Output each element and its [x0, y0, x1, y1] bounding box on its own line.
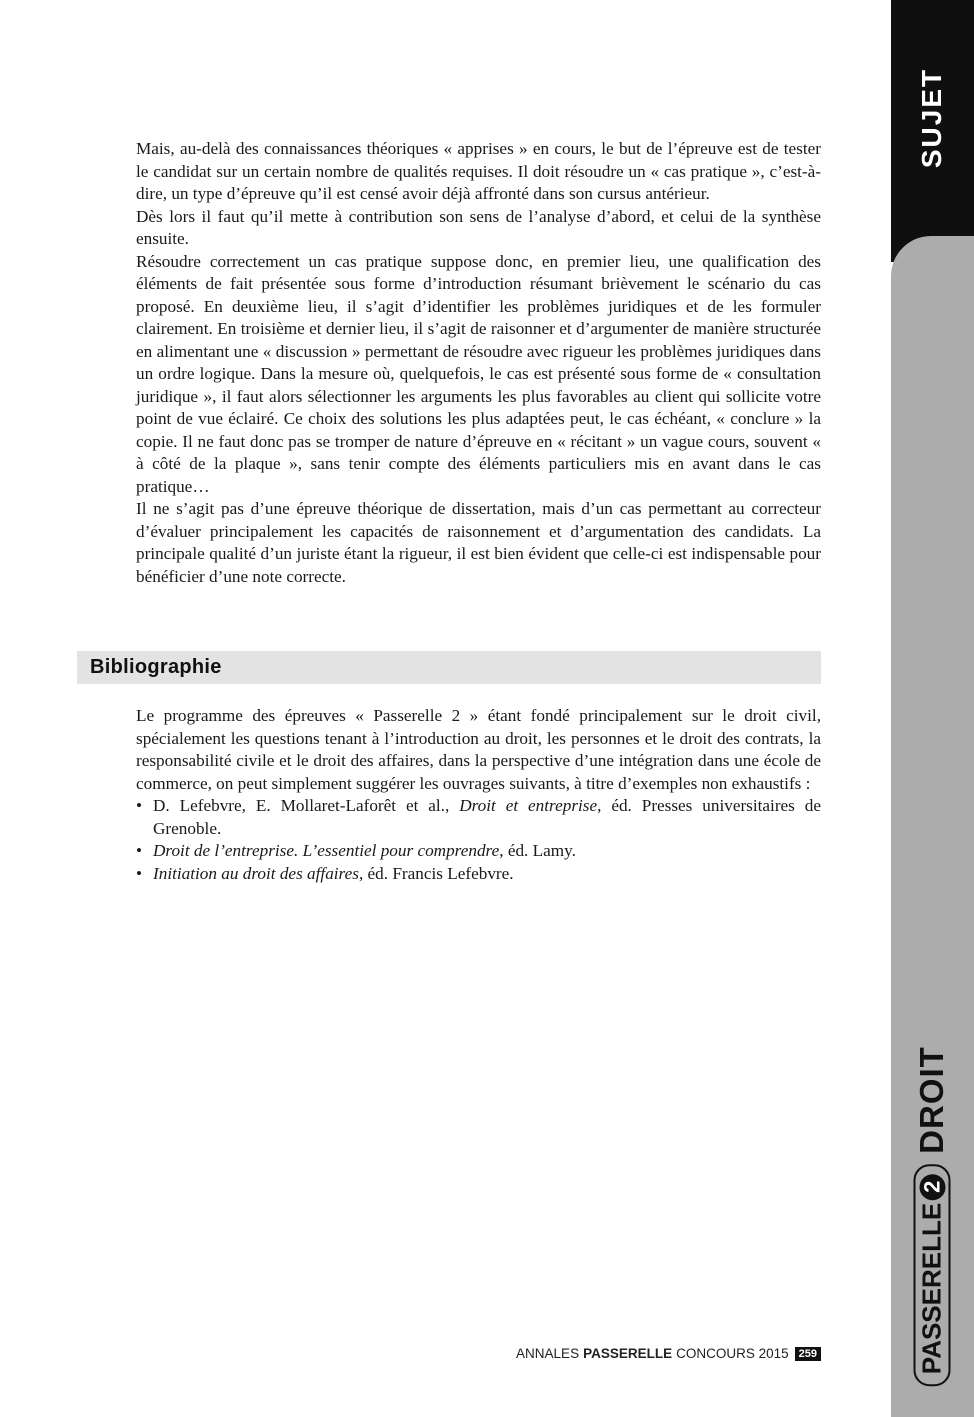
bibliography-text: [136, 705, 821, 885]
bibliography-intro: Le programme des épreuves « Passerelle 2 » étant fondé principalement sur le droit civil, spécialement les questions tenant à l’introduction au droit, les personnes et le droit des contrats, la responsabilité civile et le droit des affaires, dans la perspective d’une intégration dans une école de commerce, on peut simplement suggérer les ouvrages suivants, à titre d’exemples non exhaustifs :: [136, 706, 821, 793]
body-text: [136, 138, 821, 588]
footer-suffix: CONCOURS 2015: [676, 1346, 789, 1361]
paragraph: Il ne s’agit pas d’une épreuve théorique de dissertation, mais d’un cas permettant au correcteur d’évaluer principalement les capacités de raisonnement et d’argumentation des candidats. La principale qualité d’un juriste étant la rigueur, il est bien évident que celle-ci est indispensable pour bénéficier d’une note correcte.: [136, 499, 821, 586]
passerelle-logo: [914, 1164, 951, 1386]
footer-prefix: ANNALES: [516, 1346, 580, 1361]
section-label-sujet: SUJET: [916, 67, 947, 169]
list-item: [136, 795, 821, 840]
list-item: [136, 863, 821, 886]
section-title: Bibliographie: [90, 656, 222, 678]
bullet: •: [136, 796, 143, 815]
item-title: Initiation au droit des affaires: [153, 863, 359, 883]
item-text: , éd. Francis Lefebvre.: [358, 863, 514, 883]
page-number: 259: [795, 1347, 821, 1361]
section-label-droit: DROIT: [913, 1046, 950, 1154]
logo-text: PASSERELLE: [916, 1202, 947, 1375]
bullet: •: [136, 863, 143, 883]
logo-wordmark: [914, 1164, 951, 1386]
paragraph: Dès lors il faut qu’il mette à contribution son sens de l’analyse d’abord, et celui de la synthèse ensuite.: [136, 206, 821, 248]
item-text: D. Lefebvre, E. Mollaret-Laforêt et al.,: [153, 796, 460, 815]
item-text: , éd. Presses universitaires de Grenoble.: [153, 796, 822, 838]
footer-brand: PASSERELLE: [583, 1346, 673, 1361]
list-item: [136, 840, 821, 863]
page-footer: [516, 1346, 821, 1361]
bullet: •: [136, 841, 143, 860]
logo-number: 2: [919, 1174, 945, 1200]
bibliography-header: [77, 651, 821, 684]
item-text: , éd. Lamy.: [499, 841, 576, 860]
item-title: Droit de l’entreprise. L’essentiel pour comprendre: [153, 841, 500, 860]
paragraph: Résoudre correctement un cas pratique suppose donc, en premier lieu, une qualification des éléments de fait présentée sous forme d’introduction résumant brièvement le scénario du cas proposé. En deuxième lieu, il s’agit d’identifier les problèmes juridiques et de les formuler clairement. En troisième et dernier lieu, il s’agit de raisonner et d’argumenter de manière structurée en alimentant une « discussion » permettant de résoudre avec rigueur les problèmes juridiques dans un ordre logique. Dans la mesure où, quelquefois, le cas est présenté sous forme de « consultation juridique », il faut alors sélectionner les arguments les plus favorables au client qui sollicite votre point de vue éclairé. Ce choix des solutions les plus adaptées peut, le cas échéant, « conclure » la copie. Il ne faut donc pas se tromper de nature d’épreuve en « récitant » un vague cours, souvent « à côté de la plaque », sans tenir compte des éléments particuliers mis en avant dans le cas pratique…: [136, 251, 821, 496]
item-title: Droit et entreprise: [459, 796, 598, 815]
bibliography-list: [136, 795, 821, 885]
paragraph: Mais, au-delà des connaissances théoriques « apprises » en cours, le but de l’épreuve est de tester le candidat sur un certain nombre de qualités requises. Il doit résoudre un « cas pratique », c’est-à-dire, un type d’épreuve qu’il est censé avoir déjà affronté dans son cursus antérieur.: [136, 139, 821, 203]
